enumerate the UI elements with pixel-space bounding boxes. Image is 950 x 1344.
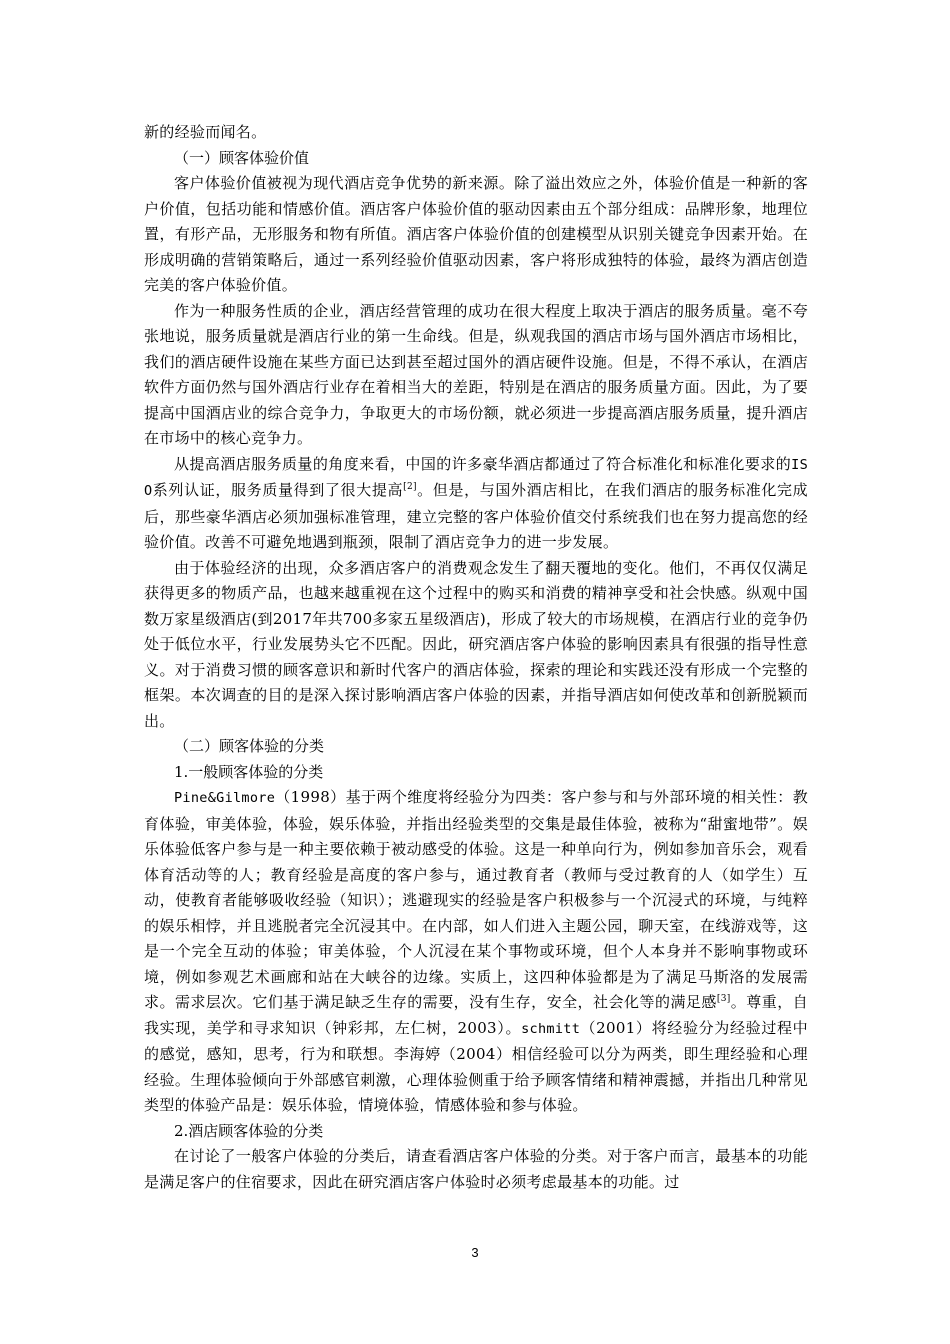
paragraph-service-quality: 作为一种服务性质的企业，酒店经营管理的成功在很大程度上取决于酒店的服务质量。毫不夸张地说，服务质量就是酒店行业的第一生命线。但是，纵观我国的酒店市场与国外酒店市场相比，我们的酒店硬件设施在某些方面已达到甚至超过国外的酒店硬件设施。但是，不得不承认，在酒店软件方面仍然与国外酒店行业存在着相当大的差距，特别是在酒店的服务质量方面。因此，为了要提高中国酒店业的综合竞争力，争取更大的市场份额，就必须进一步提高酒店服务质量，提升酒店在市场中的核心竞争力。 xyxy=(144,301,808,447)
subsection-heading-general-classification: 1.一般顾客体验的分类 xyxy=(174,762,324,781)
paragraph-text: 系列认证，服务质量得到了很大提高 xyxy=(152,481,404,499)
paragraph-experience-value: 客户体验价值被视为现代酒店竞争优势的新来源。除了溢出效应之外，体验价值是一种新的客户价值，包括功能和情感价值。酒店客户体验价值的驱动因素由五个部分组成：品牌形象，地理位置，有形产品，无形服务和物有所值。酒店客户体验价值的创建模型从识别关键竞争因素开始。在形成明确的营销策略后，通过一系列经验价值驱动因素，客户将形成独特的体验，最终为酒店创造完美的客户体验价值。 xyxy=(144,174,808,294)
paragraph-text: （2001）将经验分为经验过程中的感觉，感知，思考，行为和联想。李海婷（2004）相信经验可以分为两类，即生理经验和心理经验。生理体验倾向于外部感官刺激，心理体验侧重于给予顾客情绪和精神震撼，并指出几种常见类型的体验产品是：娱乐体验，情境体验，情感体验和参与体验。 xyxy=(144,1018,808,1114)
paragraph-experience-economy: 由于体验经济的出现，众多酒店客户的消费观念发生了翻天覆地的变化。他们，不再仅仅满足获得更多的物质产品，也越来越重视在这个过程中的购买和消费的精神享受和社会快感。纵观中国数万家星级酒店(到2017年共700多家五星级酒店)，形成了较大的市场规模，在酒店行业的竞争仍处于低位水平，行业发展势头它不匹配。因此，研究酒店客户体验的影响因素具有很强的指导性意义。对于消费习惯的顾客意识和新时代客户的酒店体验，探索的理论和实践还没有形成一个完整的框架。本次调查的目的是深入探讨影响酒店客户体验的因素，并指导酒店如何使改革和创新脱颖而出。 xyxy=(144,558,808,730)
paragraph-text: （1998）基于两个维度将经验分为四类：客户参与和与外部环境的相关性：教育体验，审美体验，体验，娱乐体验，并指出经验类型的交集是最佳体验，被称为“甜蜜地带”。娱乐体验低客户参与是一种主要依赖于被动感受的体验。这是一种单向行为，例如参加音乐会，观看体育活动等的人；教育经验是高度的客户参与，通过教育者（教师与受过教育的人（如学生）互动，使教育者能够吸收经验（知识）；逃避现实的经验是客户积极参与一个沉浸式的环境，与纯粹的娱乐相悖，并且逃脱者完全沉浸其中。在内部，如人们进入主题公园，聊天室，在线游戏等，这是一个完全互动的体验；审美体验，个人沉浸在某个事物或环境，但个人本身并不影响事物或环境，例如参观艺术画廊和站在大峡谷的边缘。实质上，这四种体验都是为了满足马斯洛的发展需求。需求层次。它们基于满足缺乏生存的需要，没有生存，安全，社会化等的满足感 xyxy=(144,788,808,1011)
paragraph-text: 从提高酒店服务质量的角度来看，中国的许多豪华酒店都通过了符合标准化和标准化要求的 xyxy=(174,454,792,473)
paragraph-text: Pine&Gilmore xyxy=(174,790,276,806)
paragraph-text: ISO xyxy=(144,456,808,499)
section-heading-customer-experience-value: （一）顾客体验价值 xyxy=(174,148,310,167)
citation-reference: [2] xyxy=(403,482,417,492)
paragraph-hotel-classification: 在讨论了一般客户体验的分类后，请查看酒店客户体验的分类。对于客户而言，最基本的功能是满足客户的住宿要求，因此在研究酒店客户体验时必须考虑最基本的功能。过 xyxy=(144,1147,808,1191)
paragraph-four-realms xyxy=(144,785,808,1119)
paragraph-continuation: 新的经验而闻名。 xyxy=(144,123,267,141)
paragraph-text: 。但是，与国外酒店相比，在我们酒店的服务标准化完成后，那些豪华酒店必须加强标准管理，建立完整的客户体验价值交付系统我们也在努力提高您的经验价值。改善不可避免地遇到瓶颈，限制了酒店竞争力的进一步发展。 xyxy=(144,481,808,551)
paragraph-text: 。尊重，自我实现，美学和寻求知识（钟彩邦，左仁树，2003）。 xyxy=(144,993,808,1037)
paragraph-standardization xyxy=(144,452,808,556)
page-number: 3 xyxy=(471,1245,479,1260)
section-heading-experience-classification: （二）顾客体验的分类 xyxy=(174,737,325,755)
citation-reference: [3] xyxy=(716,994,731,1004)
subsection-heading-hotel-classification: 2.酒店顾客体验的分类 xyxy=(174,1121,324,1140)
paragraph-text: schmitt xyxy=(521,1020,581,1037)
page-body xyxy=(144,120,808,1195)
